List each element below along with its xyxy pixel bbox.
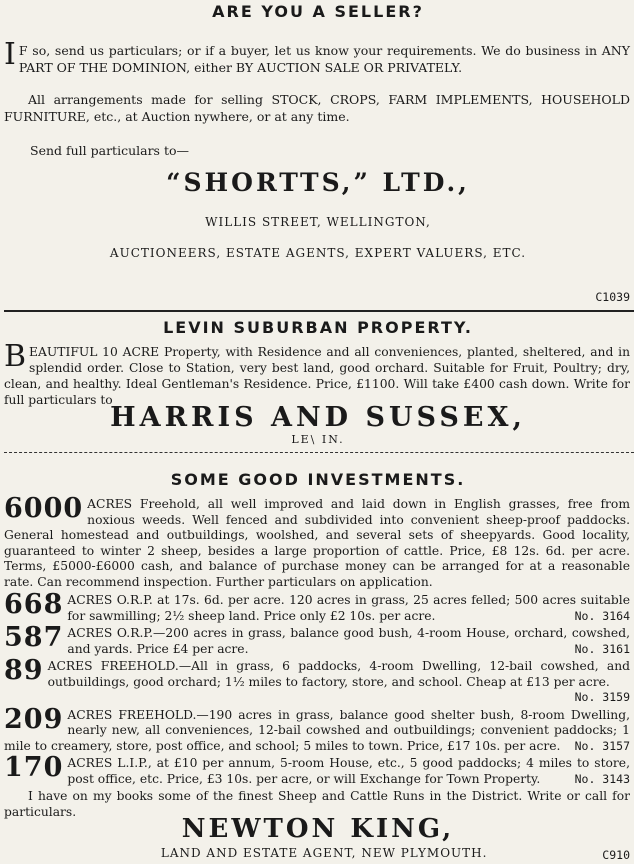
divider-2 (4, 452, 634, 453)
investment-ref: No. 3143 (574, 771, 630, 786)
seller-address: WILLIS STREET, WELLINGTON, (205, 215, 431, 229)
seller-dropcap: I (4, 37, 16, 72)
seller-para2: All arrangements made for selling STOCK, CROPS, FARM IMPLEMENTS, HOUSEHOLD FURNITURE, etc., at Auction nywhere, or at any time. (4, 92, 630, 124)
investment-text: ACRES L.I.P., at £10 per annum, 5-room House, etc., 5 good paddocks; 4 miles to store, post office, etc. Price, £3 10s. per acre, or will Exchange for Town Property. (67, 756, 630, 786)
seller-intro (4, 37, 630, 76)
investment-acres: 6000 (4, 493, 84, 524)
investment-ref: No. 3164 (574, 608, 630, 623)
seller-para3: Send full particulars to— (30, 143, 189, 158)
investment-entry (4, 655, 630, 706)
investments-list (4, 493, 630, 820)
seller-firm: “SHORTTS,” LTD., (166, 168, 470, 197)
investment-entry (4, 622, 630, 657)
investment-ref: No. 3161 (574, 641, 630, 656)
investment-text: ACRES Freehold, all well improved and laid down in English grasses, free from noxious weeds. Well fenced and subdivided into convenient sheep-proof paddocks. General homestead and outbuildings, woolshed, and several sets of sheepyards. Good locality, guaranteed to winter 2 sheep, besides a large proportion of cattle. Price, £8 12s. 6d. per acre. Terms, £5000-£6000 cash, and balance of purchase money can be arranged for at a reasonable rate. Can recommend inspection. Further particulars on application. (4, 497, 630, 589)
investments-heading: SOME GOOD INVESTMENTS. (170, 470, 466, 489)
levin-town: LE\ IN. (291, 433, 345, 446)
investment-acres: 587 (4, 622, 64, 653)
investment-acres: 89 (4, 655, 44, 686)
investments-footer (6, 846, 630, 862)
levin-dropcap: B (4, 339, 27, 374)
seller-ref: C1039 (595, 290, 630, 304)
levin-text: EAUTIFUL 10 ACRE Property, with Residence and all conveniences, planted, sheltered, and in splendid order. Close to Station, very best land, good orchard. Suitable for Fruit, Poultry; dry, clean, and healthy. Ideal Gentleman's Residence. Price, £1100. Will take £400 cash down. Write for full particulars to (4, 345, 630, 407)
investment-text: ACRES O.R.P.—200 acres in grass, balance good bush, 4-room House, orchard, cowshed, and yards. Price £4 per acre. (67, 626, 630, 656)
investment-ref: No. 3159 (574, 690, 630, 704)
investment-entry (4, 703, 630, 755)
levin-heading: LEVIN SUBURBAN PROPERTY. (163, 318, 473, 337)
investments-occupation: LAND AND ESTATE AGENT, NEW PLYMOUTH. (160, 846, 488, 860)
investments-ref: C910 (602, 848, 630, 862)
investment-acres: 668 (4, 589, 64, 620)
investment-text: ACRES O.R.P. at 17s. 6d. per acre. 120 acres in grass, 25 acres felled; 500 acres suitable for sawmilling; 2½ sheep land. Price only £2 10s. per acre. (67, 593, 630, 623)
divider-1 (4, 310, 634, 312)
seller-ref-line (6, 290, 630, 304)
seller-heading: ARE YOU A SELLER? (212, 2, 424, 21)
investments-closing: I have on my books some of the finest Sheep and Cattle Runs in the District. Write or call for particulars. (4, 789, 630, 819)
seller-occupation: AUCTIONEERS, ESTATE AGENTS, EXPERT VALUERS, ETC. (109, 246, 527, 260)
investments-firm: NEWTON KING, (181, 814, 455, 844)
seller-para1: F so, send us particulars; or if a buyer, let us know your requirements. We do business in ANY PART OF THE DOMINION, either BY AUCTION SALE OR PRIVATELY. (18, 43, 630, 75)
levin-firm: HARRIS AND SUSSEX, (110, 402, 526, 433)
investment-acres: 209 (4, 703, 64, 735)
investment-entry (4, 589, 630, 624)
investment-ref: No. 3157 (574, 738, 630, 753)
investment-entry (4, 752, 630, 787)
investment-entry (4, 493, 630, 590)
investment-text: ACRES FREEHOLD.—All in grass, 6 paddocks, 4-room Dwelling, 12-bail cowshed, and outbuildings, good orchard; 1½ miles to factory, store, and school. Cheap at £13 per acre. (47, 659, 630, 689)
investment-acres: 170 (4, 752, 64, 783)
levin-body (4, 339, 630, 408)
investment-text: ACRES FREEHOLD.—190 acres in grass, balance good shelter bush, 8-room Dwelling, nearly new, all conveniences, 12-bail cowshed and outbuildings; convenient paddocks; 1 mile to creamery, store, post office, and school; 5 miles to town. Price, £17 10s. per acre. (4, 707, 630, 753)
